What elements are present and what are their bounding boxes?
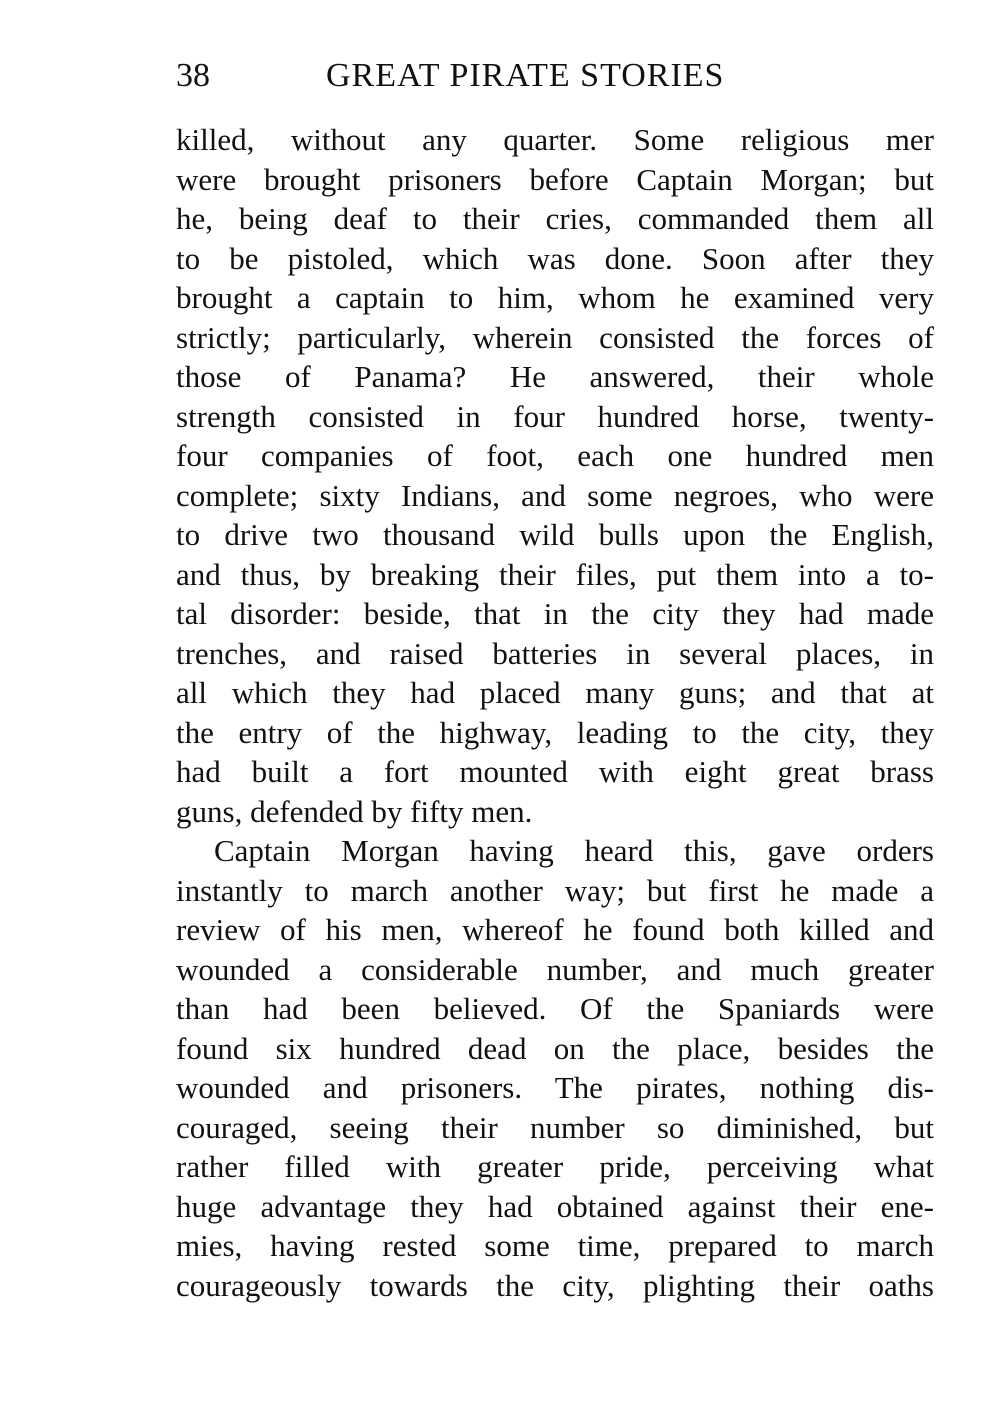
text-line: huge advantage they had obtained against their ene- [176, 1188, 934, 1224]
text-line: brought a captain to him, whom he examined very [176, 280, 934, 315]
text-line: found six hundred dead on the place, besides the [176, 1030, 934, 1066]
text-line: rather filled with greater pride, perceiving what [176, 1149, 934, 1184]
text-line: killed, without any quarter. Some religious mer [176, 122, 934, 157]
running-head [176, 52, 936, 100]
text-line: to be pistoled, which was done. Soon after they [176, 240, 934, 276]
text-line: strength consisted in four hundred horse, twenty- [176, 398, 934, 434]
text-line: guns, defended by fifty men. [176, 793, 533, 829]
text-line: were brought prisoners before Captain Morgan; but [176, 161, 934, 197]
text-line: he, being deaf to their cries, commanded them all [176, 201, 934, 236]
text-line: strictly; particularly, wherein consisted the forces of [176, 319, 934, 355]
text-line: review of his men, whereof he found both killed and [176, 912, 934, 947]
text-line: wounded a considerable number, and much greater [176, 951, 934, 987]
text-line: than had been believed. Of the Spaniards were [176, 991, 934, 1026]
text-line: the entry of the highway, leading to the city, they [176, 714, 934, 750]
text-line: had built a fort mounted with eight great brass [176, 754, 934, 789]
text-line: all which they had placed many guns; and that at [176, 675, 934, 710]
paragraph-2 [176, 831, 934, 1305]
text-line: wounded and prisoners. The pirates, nothing dis- [176, 1070, 934, 1105]
text-line: trenches, and raised batteries in several places, in [176, 635, 934, 671]
text-line: four companies of foot, each one hundred men [176, 438, 934, 473]
text-line: couraged, seeing their number so diminished, but [176, 1109, 934, 1145]
text-line: mies, having rested some time, prepared to march [176, 1228, 934, 1263]
text-line: to drive two thousand wild bulls upon the English, [176, 517, 934, 552]
body-text [176, 120, 934, 1305]
text-line: complete; sixty Indians, and some negroes, who were [176, 477, 934, 513]
text-line: tal disorder: beside, that in the city they had made [176, 596, 934, 631]
text-line: Captain Morgan having heard this, gave orders [214, 833, 934, 868]
text-line: those of Panama? He answered, their whole [176, 359, 934, 394]
text-line: and thus, by breaking their files, put them into a to- [176, 556, 934, 592]
running-title: GREAT PIRATE STORIES [326, 57, 725, 94]
text-line: courageously towards the city, plighting their oaths [176, 1267, 934, 1303]
paragraph-1 [176, 120, 934, 831]
text-line: instantly to march another way; but first he made a [176, 872, 934, 908]
page-number: 38 [176, 57, 210, 94]
